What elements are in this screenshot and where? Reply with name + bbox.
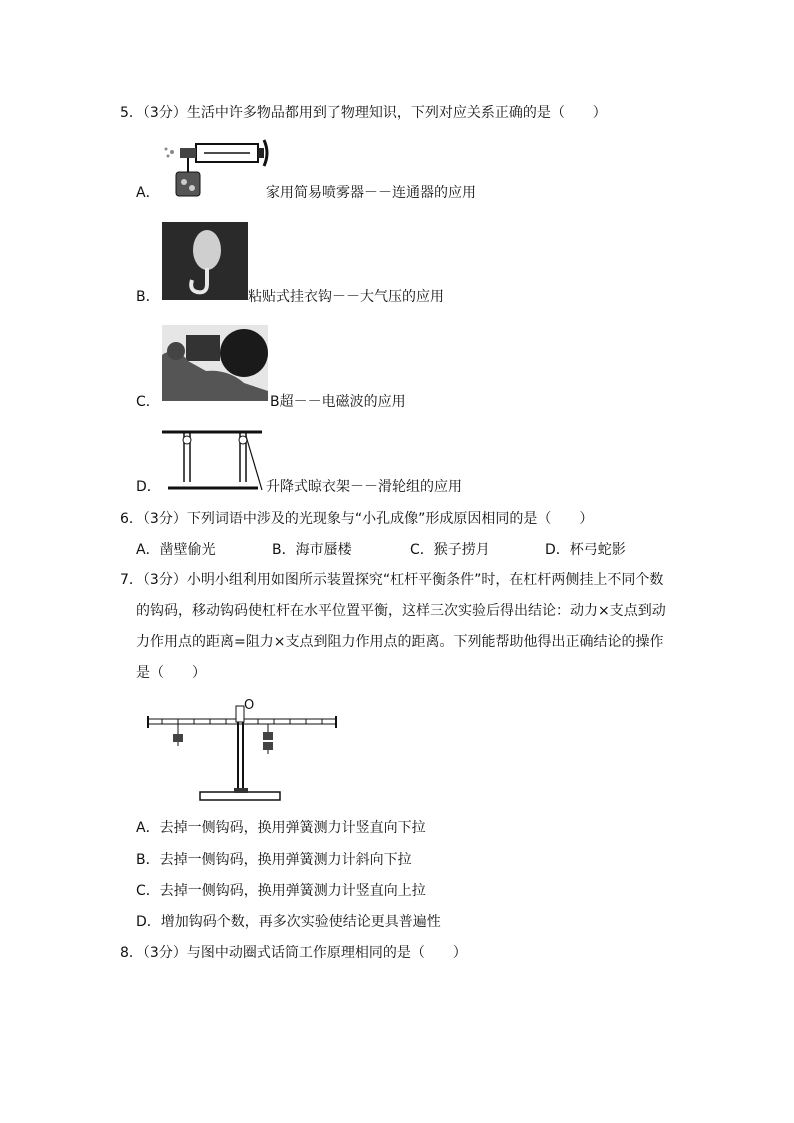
q5-option-d-letter: D． (136, 479, 161, 495)
q7-option-a: A．去掉一侧钩码，换用弹簧测力计竖直向下拉 (136, 820, 426, 836)
q7-stem-line-2: 的钩码，移动钩码使杠杆在水平位置平衡，这样三次实验后得出结论：动力×支点到动 (136, 603, 666, 619)
q5-option-b-text: 粘贴式挂衣钩－－大气压的应用 (248, 289, 444, 305)
pivot-label: O (244, 698, 255, 713)
q6-option-d: D．杯弓蛇影 (545, 542, 626, 558)
q5-option-d-text: 升降式晾衣架－－滑轮组的应用 (266, 479, 462, 495)
pulley-rack-image (162, 428, 270, 496)
q5-option-a-letter: A． (136, 185, 160, 201)
q6-stem: 6．（3分）下列词语中涉及的光现象与“小孔成像”形成原因相同的是（ ） (120, 511, 594, 527)
q7-stem-line-4: 是（ ） (136, 665, 206, 681)
q5-option-b-letter: B． (136, 289, 160, 305)
q5-option-a-text: 家用简易喷雾器－－连通器的应用 (266, 185, 476, 201)
q7-stem-line-3: 力作用点的距离=阻力×支点到阻力作用点的距离。下列能帮助他得出正确结论的操作 (136, 634, 664, 650)
q5-stem: 5．（3分）生活中许多物品都用到了物理知识，下列对应关系正确的是（ ） (120, 105, 607, 121)
q5-option-c-text: B超－－电磁波的应用 (270, 394, 406, 410)
q7-option-b: B．去掉一侧钩码，换用弹簧测力计斜向下拉 (136, 852, 412, 868)
q7-option-c: C．去掉一侧钩码，换用弹簧测力计竖直向上拉 (136, 883, 426, 899)
ultrasound-image (162, 325, 268, 401)
q6-option-a: A．凿壁偷光 (136, 542, 216, 558)
q7-stem-line-1: 7．（3分）小明小组利用如图所示装置探究“杠杆平衡条件”时，在杠杆两侧挂上不同个数 (120, 572, 664, 588)
q8-stem: 8．（3分）与图中动圈式话筒工作原理相同的是（ ） (120, 945, 467, 961)
q6-option-c: C．猴子捞月 (410, 542, 490, 558)
q5-option-c-letter: C． (136, 394, 160, 410)
q7-option-d: D．增加钩码个数，再多次实验使结论更具普遍性 (136, 914, 441, 930)
adhesive-hook-image (162, 222, 248, 300)
lever-apparatus-figure (142, 700, 348, 806)
sprayer-image (160, 136, 276, 200)
q6-option-b: B．海市蜃楼 (272, 542, 352, 558)
